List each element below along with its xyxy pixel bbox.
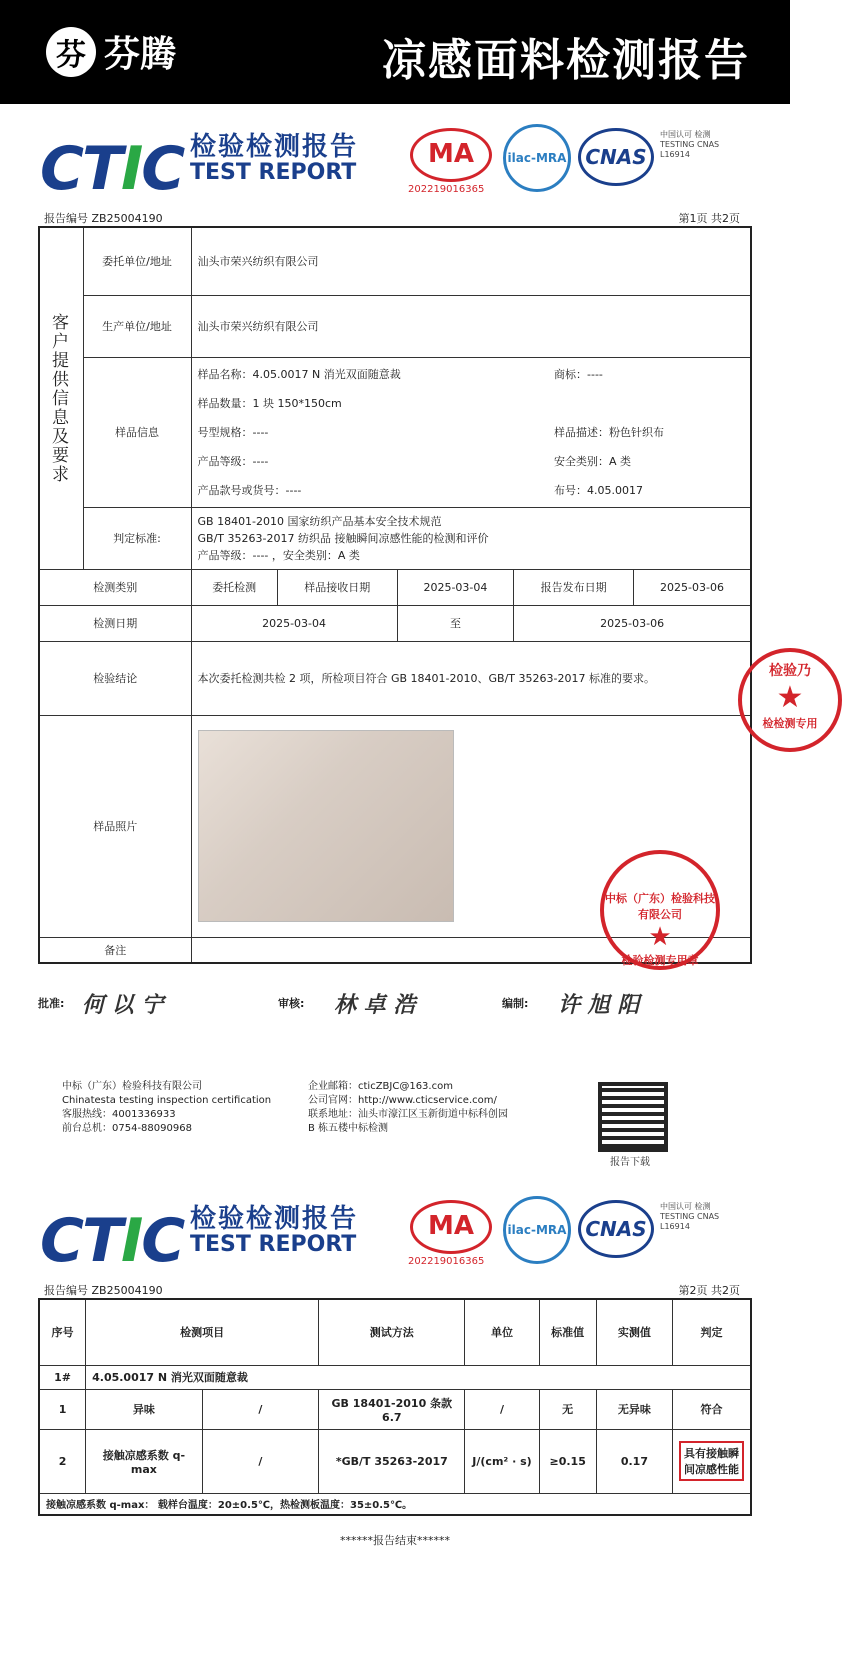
col-header: 判定 [673,1299,751,1365]
table-row: 1 异味 / GB 18401-2010 条款 6.7 / 无 无异味 符合 [39,1389,751,1429]
table-row: 2 接触凉感系数 q-max / *GB/T 35263-2017 J/(cm² · s) ≥0.15 0.17 具有接触瞬间凉感性能 [39,1429,751,1493]
receive-date-label: 样品接收日期 [277,569,397,605]
sample-line: 号型规格：---- 样品描述：粉色针织布 [197,426,664,439]
issue-date-label: 报告发布日期 [514,569,634,605]
ilac-logo-icon: ilac-MRA [503,124,571,192]
report-header [38,120,752,210]
maker-label: 生产单位/地址 [83,295,191,357]
standard-label: 判定标准: [83,507,191,569]
test-note: 接触凉感系数 q-max： 载样台温度：20±0.5℃，热检测板温度：35±0.5℃。 [39,1493,751,1515]
col-header: 单位 [465,1299,539,1365]
report-page-1 [38,120,752,1190]
receive-date-value: 2025-03-04 [397,569,514,605]
report-number: 报告编号 ZB25004190 [44,1284,163,1297]
issue-date-value: 2025-03-06 [634,569,752,605]
footer-right: 企业邮箱：cticZBJC@163.com 公司官网：http://www.cticservice.com/ 联系地址：汕头市濠江区玉新街道中标科创园 B 栋五楼中标检测 [308,1081,508,1134]
header-cn-title: 检验检测报告 [190,132,359,162]
approve-label: 批准: [38,997,65,1010]
group-id: 1# [39,1365,86,1389]
star-icon: ★ [648,922,672,952]
photo-label: 样品照片 [39,715,191,937]
banner-title: 凉感面料检测报告 [382,35,750,86]
test-type-label: 检测类别 [39,569,191,605]
cma-number: 202219016365 [408,1256,485,1267]
sample-info [191,357,751,507]
page-number: 第1页 共2页 [678,212,740,225]
col-header: 测试方法 [319,1299,465,1365]
editor-label: 编制: [502,997,529,1010]
highlighted-verdict: 具有接触瞬间凉感性能 [679,1441,744,1481]
cnas-logo-icon: CNAS [578,1200,654,1258]
cma-logo-icon: MA [410,1200,492,1254]
official-stamp: 中标（广东）检验科技有限公司 ★ 检验检测专用章 [600,850,720,970]
side-label-cell [39,227,83,569]
client-label: 委托单位/地址 [83,227,191,295]
edge-stamp: 检验乃 ★ 检检测专用 [738,648,842,752]
star-icon: ★ [776,680,804,715]
header-en-title: TEST REPORT [190,1232,357,1257]
remark-label: 备注 [39,937,191,963]
ctic-logo: CTIC [40,1206,184,1276]
conclusion-value: 本次委托检测共检 2 项，所检项目符合 GB 18401-2010、GB/T 35263-2017 标准的要求。 [191,641,751,715]
col-header: 序号 [39,1299,86,1365]
maker-value: 汕头市荣兴纺织有限公司 [191,295,751,357]
standard-value: GB 18401-2010 国家纺织产品基本安全技术规范 GB/T 35263-2017 纺织品 接触瞬间凉感性能的检测和评价 产品等级：---- ，安全类别：A 类 [191,507,751,569]
results-table [38,1298,752,1516]
brand-name: 芬腾 [104,34,177,75]
sample-photo [198,730,454,922]
cnas-caption: 中国认可 检测 TESTING CNAS L16914 [660,130,720,159]
col-header: 标准值 [539,1299,596,1365]
review-signature: 林 卓 浩 [334,991,416,1018]
sample-info-label: 样品信息 [83,357,191,507]
sample-line: 产品等级：---- 安全类别：A 类 [197,455,632,468]
sample-line: 样品名称：4.05.0017 N 消光双面随意裁 商标：---- [197,368,603,381]
footer-left: 中标（广东）检验科技有限公司 Chinatesta testing inspection certification 客服热线：4001336933 前台总机：0754-88090968 [62,1081,272,1134]
sample-line: 样品数量：1 块 150*150cm [197,397,342,410]
brand-logo-icon: 芬 [46,27,96,77]
company-footer [38,1080,752,1190]
test-date-label: 检测日期 [39,605,191,641]
report-number: 报告编号 ZB25004190 [44,212,163,225]
side-label: 客户提供信息及要求 [48,312,68,484]
report-page-2 [38,1192,752,1548]
doc-meta-2 [38,1282,752,1298]
editor-signature: 许 旭 阳 [558,991,640,1018]
review-label: 审核: [278,997,305,1010]
col-header: 检测项目 [86,1299,319,1365]
test-date-to-word: 至 [397,605,514,641]
ilac-logo-icon: ilac-MRA [503,1196,571,1264]
doc-meta [38,210,752,226]
cma-number: 202219016365 [408,184,485,195]
brand [46,26,176,77]
group-name: 4.05.0017 N 消光双面随意裁 [86,1365,751,1389]
ctic-logo: CTIC [40,134,184,204]
report-end: ******报告结束****** [340,1534,450,1547]
cnas-logo-icon: CNAS [578,128,654,186]
header-en-title: TEST REPORT [190,160,357,185]
qr-code-icon[interactable] [598,1082,668,1152]
sample-line: 产品款号或货号：---- 布号：4.05.0017 [197,484,643,497]
client-value: 汕头市荣兴纺织有限公司 [191,227,751,295]
page-number: 第2页 共2页 [678,1284,740,1297]
signature-row [38,978,752,1028]
col-header: 实测值 [596,1299,672,1365]
test-date-from: 2025-03-04 [191,605,397,641]
top-banner [0,0,790,104]
table-header-row [39,1299,751,1365]
cnas-caption: 中国认可 检测 TESTING CNAS L16914 [660,1202,720,1231]
test-date-to: 2025-03-06 [514,605,751,641]
header-cn-title: 检验检测报告 [190,1204,359,1234]
test-type-value: 委托检测 [191,569,277,605]
qr-label: 报告下载 [610,1157,650,1168]
conclusion-label: 检验结论 [39,641,191,715]
report-header-2 [38,1192,752,1282]
cma-logo-icon: MA [410,128,492,182]
group-row [39,1365,751,1389]
approve-signature: 何 以 宁 [82,991,164,1018]
